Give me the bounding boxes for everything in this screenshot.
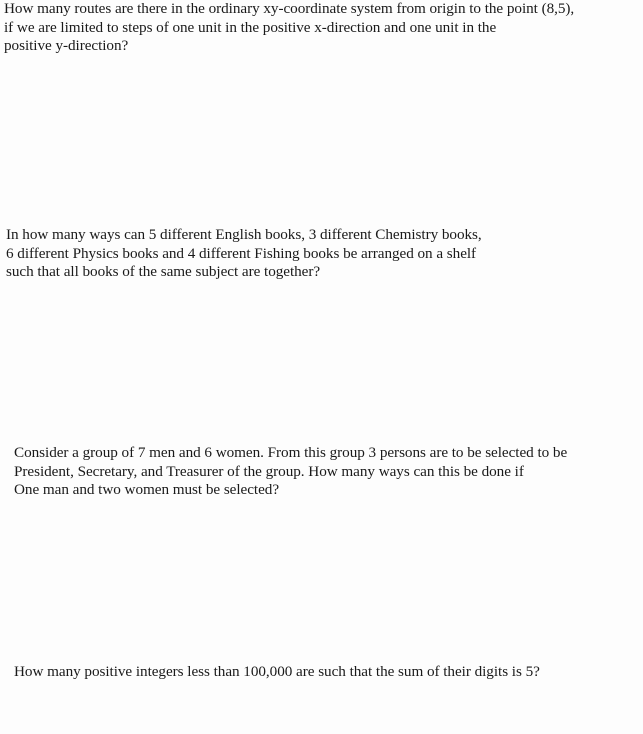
question-line: One man and two women must be selected?: [14, 481, 280, 498]
question-line: 6 different Physics books and 4 different Fishing books be arranged on a shelf: [6, 244, 477, 262]
question-committee: [14, 444, 567, 500]
question-line: if we are limited to steps of one unit in the positive x-direction and one unit in the: [4, 18, 497, 36]
question-digit-sum: [14, 663, 540, 682]
question-books: [6, 226, 482, 282]
question-line: positive y-direction?: [4, 37, 129, 54]
question-line: Consider a group of 7 men and 6 women. From this group 3 persons are to be selected to be: [14, 444, 568, 461]
question-line: President, Secretary, and Treasurer of the group. How many ways can this be done if: [14, 462, 524, 480]
question-routes: [4, 0, 574, 56]
question-line: such that all books of the same subject are together?: [6, 263, 321, 280]
question-line: How many routes are there in the ordinary xy-coordinate system from origin to the point (8,5),: [4, 0, 575, 17]
question-line: How many positive integers less than 100,000 are such that the sum of their digits is 5?: [14, 663, 540, 680]
question-line: In how many ways can 5 different English books, 3 different Chemistry books,: [6, 226, 482, 243]
